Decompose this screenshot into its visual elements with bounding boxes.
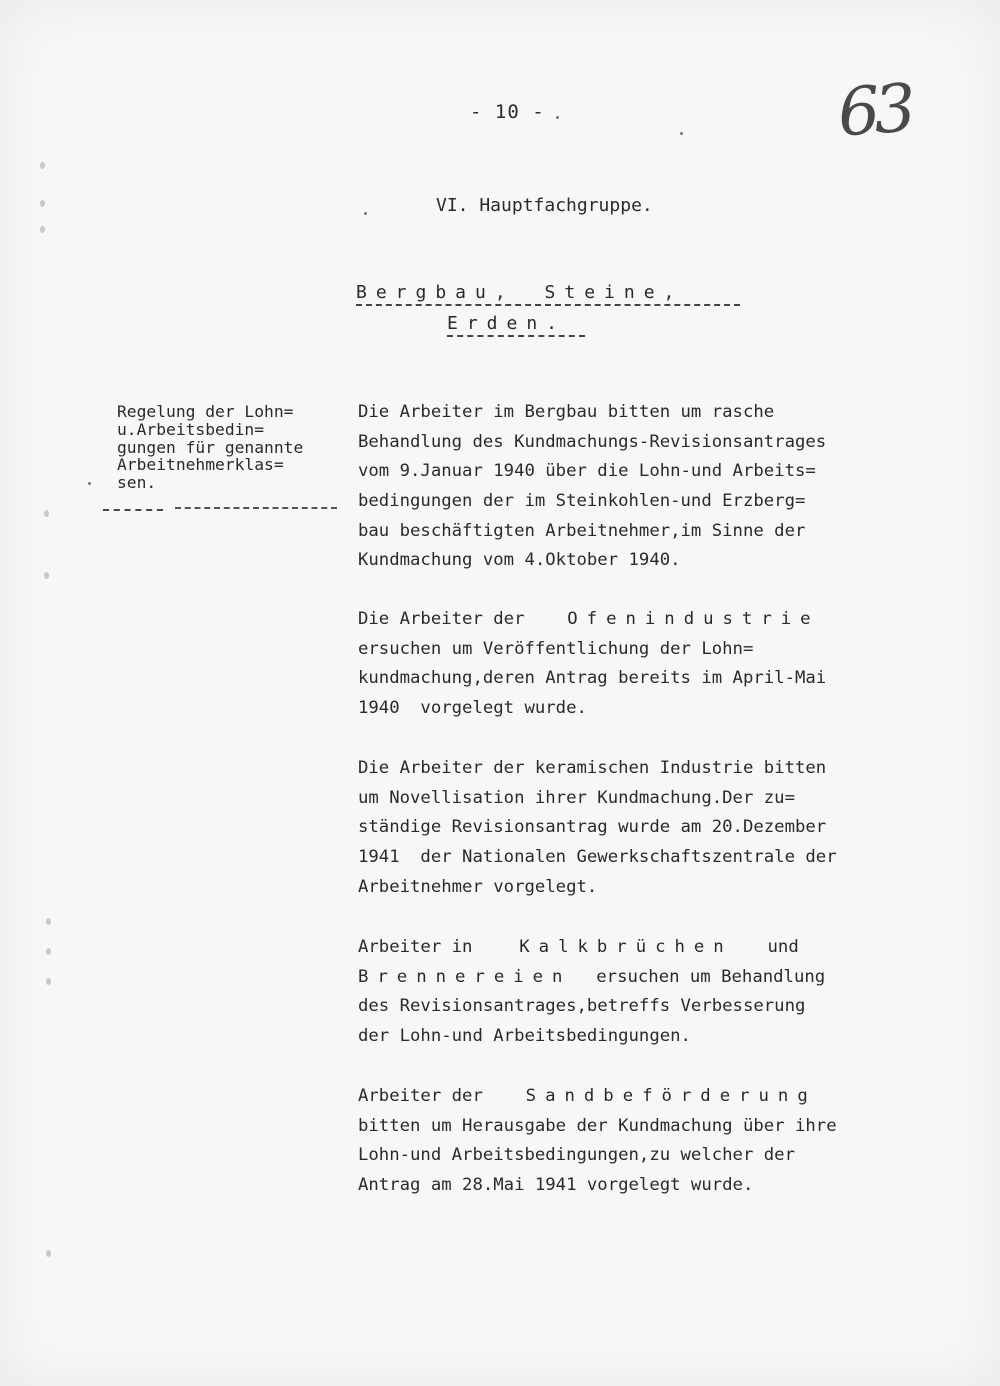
- punch-hole: [46, 1250, 51, 1257]
- margin-note-dashes: [175, 507, 337, 509]
- paragraph-line: Kundmachung vom 4.Oktober 1940.: [358, 550, 681, 571]
- title-line-1: [356, 282, 683, 303]
- section-heading: VI. Hauptfachgruppe.: [436, 195, 653, 216]
- paper-speck: [556, 116, 559, 119]
- punch-hole: [46, 978, 51, 985]
- paragraph-ofenindustrie: [358, 605, 898, 724]
- paragraph-text: ersuchen um Behandlung: [596, 966, 826, 987]
- paragraph-keramik: [358, 754, 898, 902]
- title-line-2-underline: [447, 335, 585, 337]
- spaced-emphasis-word: Ofenindustrie: [567, 609, 820, 629]
- title-line-2-text: Erden.: [447, 313, 567, 334]
- paragraph-line: Behandlung des Kundmachungs-Revisionsantrages: [358, 431, 827, 452]
- margin-note-line: Arbeitnehmerklas=: [117, 455, 284, 475]
- paper-speck: [364, 212, 367, 215]
- paragraph-line: ersuchen um Veröffentlichung der Lohn=: [358, 638, 754, 659]
- paragraph-line: vom 9.Januar 1940 über die Lohn-und Arbeits=: [358, 461, 816, 482]
- paragraph-line: um Novellisation ihrer Kundmachung.Der zu=: [358, 787, 795, 808]
- paragraph-line: Antrag am 28.Mai 1941 vorgelegt wurde.: [358, 1175, 754, 1196]
- paragraph-line: des Revisionsantrages,betreffs Verbesserung: [358, 996, 806, 1017]
- handwritten-folio-number: 63: [835, 69, 913, 152]
- spaced-emphasis-word: Sandbeförderung: [525, 1086, 817, 1106]
- paragraph-line: bitten um Herausgabe der Kundmachung über ihre: [358, 1115, 837, 1136]
- paragraph-text: Arbeiter der: [358, 1086, 483, 1106]
- paragraph-line: bedingungen der im Steinkohlen-und Erzberg=: [358, 491, 806, 512]
- paragraph-text: Arbeiter in: [358, 937, 473, 957]
- paper-speck: [88, 482, 91, 485]
- punch-hole: [44, 510, 49, 517]
- paragraph-text: Die Arbeiter der: [358, 609, 525, 629]
- title-line-2: [447, 313, 566, 334]
- title-line-1-text: Bergbau, Steine,: [356, 282, 684, 303]
- punch-hole: [46, 918, 51, 925]
- paragraph-line: der Lohn-und Arbeitsbedingungen.: [358, 1026, 691, 1047]
- paragraph-bergbau: [358, 398, 898, 576]
- paragraph-line: [358, 963, 898, 993]
- margin-note-underline: [103, 509, 163, 511]
- punch-hole: [40, 162, 45, 169]
- spaced-emphasis-word: Brennereien: [358, 966, 572, 987]
- page-number: - 10 -: [470, 101, 545, 123]
- punch-hole: [40, 226, 45, 233]
- punch-hole: [44, 572, 49, 579]
- paragraph-line: [358, 933, 898, 963]
- spaced-emphasis-word: Kalkbrüchen: [519, 937, 733, 957]
- paragraph-line: Lohn-und Arbeitsbedingungen,zu welcher der: [358, 1145, 795, 1166]
- paragraph-line: Die Arbeiter der keramischen Industrie bitten: [358, 758, 827, 778]
- paragraph-line: 1941 der Nationalen Gewerkschaftszentrale der: [358, 847, 837, 868]
- paragraph-line: Arbeitnehmer vorgelegt.: [358, 876, 598, 897]
- paragraph-line: 1940 vorgelegt wurde.: [358, 698, 587, 719]
- paragraph-line: ständige Revisionsantrag wurde am 20.Dezember: [358, 817, 827, 838]
- paragraph-sandbefoerderung: [358, 1082, 898, 1201]
- margin-note-line: u.Arbeitsbedin=: [117, 419, 265, 439]
- paragraph-text: und: [767, 937, 799, 957]
- margin-note-line: sen.: [117, 473, 157, 493]
- paragraph-line: [358, 1082, 898, 1112]
- paragraph-line: kundmachung,deren Antrag bereits im April-Mai: [358, 668, 827, 689]
- punch-hole: [40, 200, 45, 207]
- paper-speck: [680, 132, 683, 135]
- paragraph-line: bau beschäftigten Arbeitnehmer,im Sinne der: [358, 520, 806, 541]
- margin-note-line: Regelung der Lohn=: [117, 402, 294, 421]
- title-line-1-underline: [356, 304, 740, 306]
- paragraph-kalkbrueche: [358, 933, 898, 1052]
- margin-note: [117, 403, 349, 492]
- paragraph-line: Die Arbeiter im Bergbau bitten um rasche: [358, 402, 775, 422]
- margin-note-line: gungen für genannte: [117, 437, 304, 457]
- punch-hole: [46, 948, 51, 955]
- paragraph-line: [358, 605, 898, 635]
